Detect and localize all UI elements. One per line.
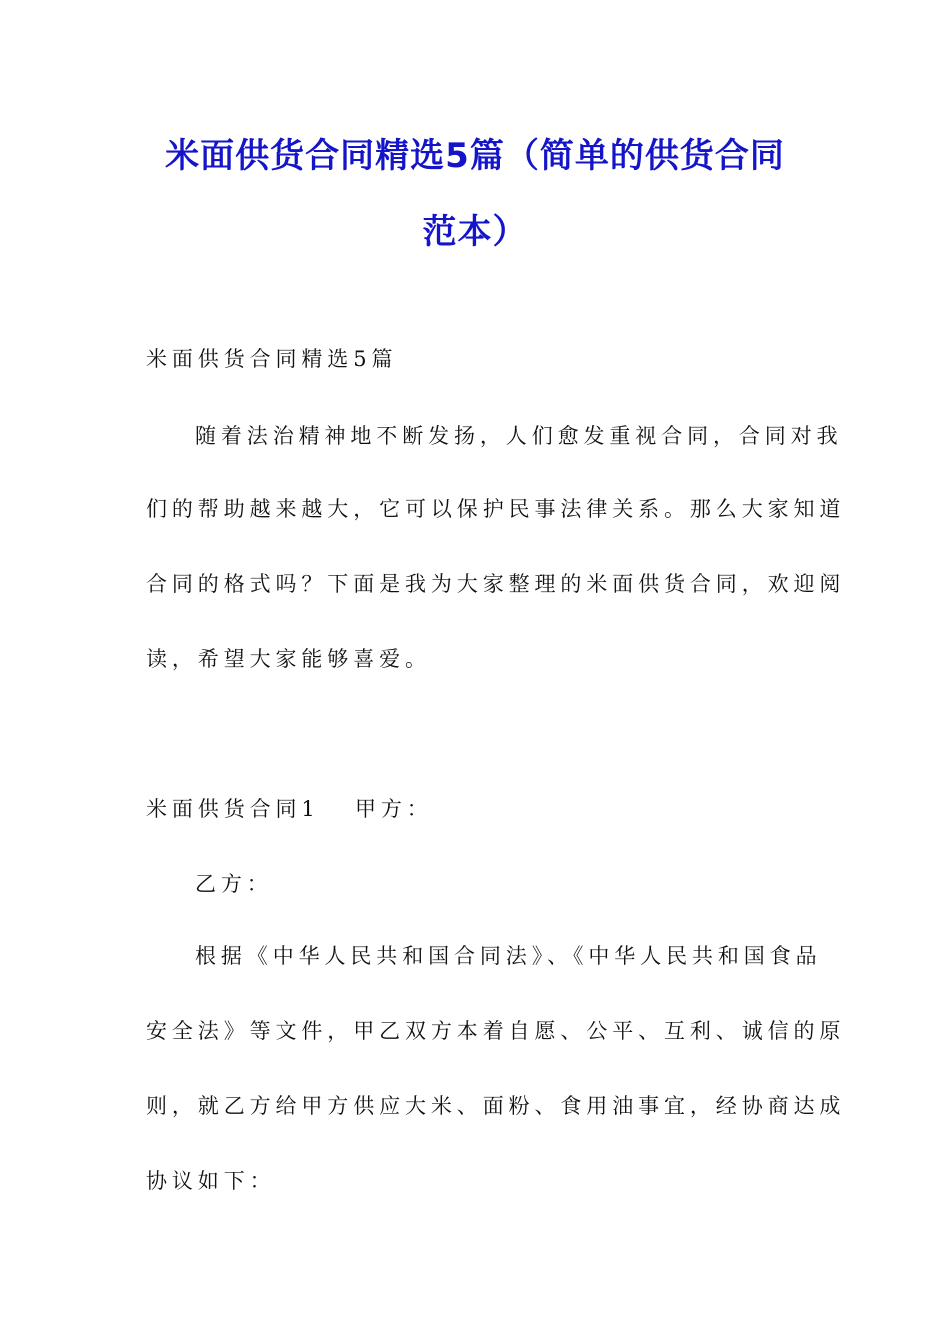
intro-line: 合同的格式吗？下面是我为大家整理的米面供货合同，欢迎阅: [146, 572, 846, 596]
party-b-label: 乙方：: [195, 872, 273, 896]
clause-line: 安全法》等文件，甲乙双方本着自愿、公平、互利、诚信的原: [146, 1019, 846, 1043]
document-title-line-2: 范本）: [422, 212, 528, 252]
contract-heading: 米面供货合同1: [146, 797, 320, 821]
clause-line: 协议如下：: [146, 1169, 276, 1193]
intro-line: 读，希望大家能够喜爱。: [146, 647, 431, 671]
clause-line: 根据《中华人民共和国合同法》、《中华人民共和国食品: [195, 944, 822, 968]
intro-line: 们的帮助越来越大，它可以保护民事法律关系。那么大家知道: [146, 497, 846, 521]
document-subtitle: 米面供货合同精选5篇: [146, 347, 398, 371]
party-a-label: 甲方：: [355, 797, 433, 821]
clause-line: 则，就乙方给甲方供应大米、面粉、食用油事宜，经协商达成: [146, 1094, 846, 1118]
document-title-line-1: 米面供货合同精选5篇（简单的供货合同: [165, 136, 785, 176]
intro-line: 随着法治精神地不断发扬，人们愈发重视合同，合同对我: [195, 424, 843, 448]
